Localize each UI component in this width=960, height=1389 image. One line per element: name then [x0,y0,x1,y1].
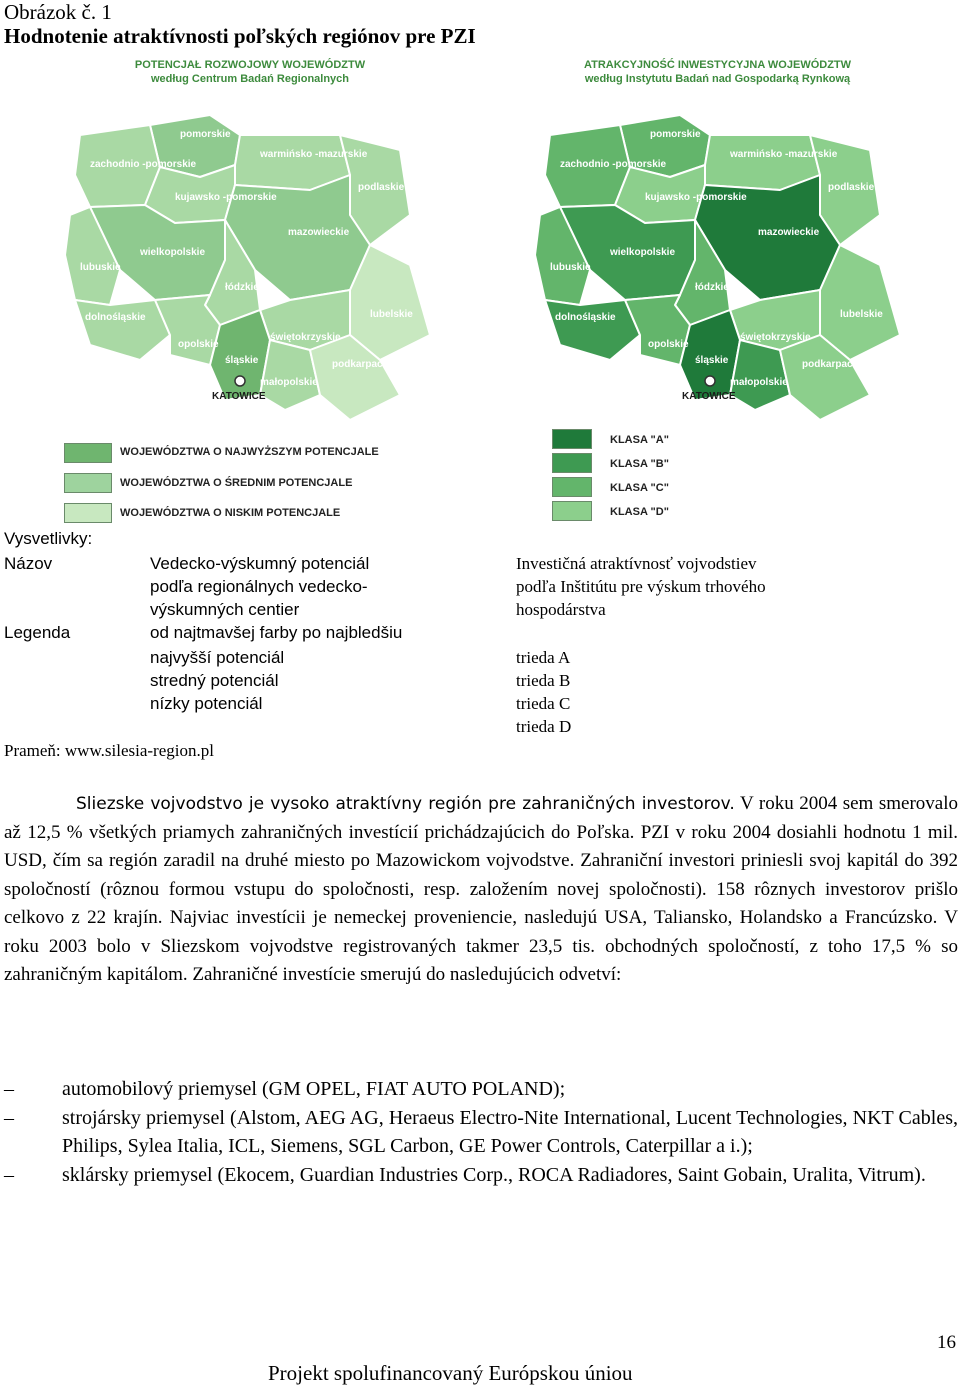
right-label-slaskie: śląskie [695,355,729,366]
left-label-swietokrzyskie: świętokrzyskie [270,332,341,343]
paragraph-rest: V roku 2004 sem smerovalo až 12,5 % všetkých priamych zahraničných investícií prichádzajúcich do Poľska. PZI v roku 2004 dosiahli hodnotu 1 mil. USD, čím sa región zaradil na druhé miesto po Mazowickom vojvodstve. Zahraniční investori priniesli svoj kapitál do 392 spoločností (rôznou formou vstupu do spoločnosti, resp. založením novej spoločnosti). 158 rôznych investorov prišlo celkovo z 22 krajín. Najviac investícii je nemeckej proveniencie, nasledujú USA, Taliansko, Holandsko a Francúzsko. V roku 2003 bolo v Sliezskom vojvodstve registrovaných takmer 23,5 tis. obchodných spoločností, z toho 17,5 % so zahraničným kapitálom. Zahraničné investície smerujú do nasledujúcich odvetví: [4,793,958,985]
right-map-header-line1: ATRAKCYJNOŚĆ INWESTYCYJNA WOJEWÓDZTW [583,59,852,71]
right-map-header [535,58,900,86]
right-name-line1: Investičná atraktívnosť vojvodstiev [516,554,757,573]
explanations-name-label: Názov [4,554,53,573]
left-legend-medium-desc: stredný potenciál [150,671,279,690]
left-map-header-line1: POTENCJAŁ ROZWOJOWY WOJEWÓDZTW [134,59,366,71]
list-item [4,1075,958,1104]
right-label-lodzkie: łódzkie [695,282,729,293]
explanations-heading: Vysvetlivky: [4,529,93,548]
figure-caption: Obrázok č. 1 [4,0,112,24]
right-label-mazowieckie: mazowieckie [758,227,820,238]
right-label-kujawsko: kujawsko -pomorskie [645,192,747,203]
list-dash: – [4,1163,14,1186]
left-map [60,95,455,435]
right-city-label: KATOWICE [682,391,736,402]
right-label-warminsko: warmińsko -mazurskie [730,149,838,160]
body-paragraph [4,790,958,990]
list-dash: – [4,1078,14,1100]
right-legend-b-desc: trieda B [516,671,571,690]
right-map-header-line2: według Instytutu Badań nad Gospodarką Rynkową [584,73,851,85]
left-legend-high-desc: najvyšší potenciál [150,648,285,667]
left-legend-swatch-medium [64,473,112,493]
left-label-wielkopolskie: wielkopolskie [140,247,206,258]
left-legend-swatch-low [64,503,112,523]
left-legend-label-medium: WOJEWÓDZTWA O ŚREDNIM POTENCJALE [120,477,353,489]
left-label-slaskie: śląskie [225,355,259,366]
page-footer: Projekt spolufinancovaný Európskou úniou [268,1361,633,1385]
right-label-swietokrzyskie: świętokrzyskie [740,332,811,343]
left-name-line1: Vedecko-výskumný potenciál [150,554,370,573]
right-legend-label-c: KLASA "C" [610,482,669,494]
left-legend-label-high: WOJEWÓDZTWA O NAJWYŻSZYM POTENCJALE [120,446,379,458]
figure-title: Hodnotenie atraktívnosti poľských regiónov pre PZI [4,24,476,48]
right-legend-label-b: KLASA "B" [610,458,669,470]
right-legend-label-d: KLASA "D" [610,506,669,518]
left-legend-swatch-high [64,443,112,463]
list-item [4,1161,958,1190]
right-legend-c-desc: trieda C [516,694,571,713]
left-label-mazowieckie: mazowieckie [288,227,350,238]
right-label-dolnoslaskie: dolnośląskie [555,312,616,323]
left-label-lubelskie: lubelskie [370,309,413,320]
left-label-podlaskie: podlaskie [358,182,405,193]
left-label-pomorskie: pomorskie [180,129,231,140]
left-city-label: KATOWICE [212,391,266,402]
right-label-zachodniopomorskie: zachodnio -pomorskie [560,159,667,170]
right-map [530,95,925,435]
list-item-text: automobilový priemysel (GM OPEL, FIAT AUTO POLAND); [62,1078,566,1100]
right-legend-a-desc: trieda A [516,648,571,667]
page-number: 16 [937,1332,956,1353]
right-label-malopolskie: małopolskie [730,377,788,388]
left-label-malopolskie: małopolskie [260,377,318,388]
left-label-warminsko: warmińsko -mazurskie [260,149,368,160]
right-label-lubelskie: lubelskie [840,309,883,320]
left-legend-label-low: WOJEWÓDZTWA O NISKIM POTENCJALE [120,507,341,519]
right-region-dolnoslaskie [545,300,640,360]
left-label-podkarpackie: podkarpackie [332,359,397,370]
right-name-line2: podľa Inštitútu pre výskum trhového [516,577,766,596]
list-dash: – [4,1106,14,1129]
right-label-lubuskie: lubuskie [550,262,591,273]
list-item-text: sklársky priemysel (Ekocem, Guardian Industries Corp., ROCA Radiadores, Saint Gobain, Uralita, Vitrum). [62,1163,926,1186]
left-label-zachodniopomorskie: zachodnio -pomorskie [90,159,197,170]
explanations-legend-label: Legenda [4,623,71,642]
right-label-podkarpackie: podkarpackie [802,359,867,370]
right-legend-swatch-a [552,429,592,449]
left-label-lubuskie: lubuskie [80,262,121,273]
list-item-text: strojársky priemysel (Alstom, AEG AG, Heraeus Electro-Nite International, Lucent Technologies, NKT Cables, Philips, Sylea Italia, ICL, Siemens, SGL Carbon, GE Power Controls, Caterpillar a i.); [62,1106,958,1157]
right-label-podlaskie: podlaskie [828,182,875,193]
left-legend-desc: od najtmavšej farby po najbledšiu [150,623,403,642]
right-name-line3: hospodárstva [516,600,606,619]
right-label-opolskie: opolskie [648,339,689,350]
left-label-lodzkie: łódzkie [225,282,259,293]
right-legend-swatch-d [552,501,592,521]
left-map-header-line2: według Centrum Badań Regionalnych [150,73,350,85]
left-label-opolskie: opolskie [178,339,219,350]
left-region-lubelskie [350,245,430,360]
right-region-lubelskie [820,245,900,360]
industry-list [4,1075,958,1189]
source-note: Prameň: www.silesia-region.pl [4,741,214,760]
right-city-marker [705,376,715,386]
left-region-dolnoslaskie [75,300,170,360]
list-item [4,1104,958,1161]
left-legend-low-desc: nízky potenciál [150,694,263,713]
left-city-marker [235,376,245,386]
paragraph-sentence1: Sliezske vojvodstvo je vysoko atraktívny región pre zahraničných investorov. [76,794,735,814]
right-label-wielkopolskie: wielkopolskie [610,247,676,258]
right-legend-swatch-b [552,453,592,473]
left-label-dolnoslaskie: dolnośląskie [85,312,146,323]
right-legend-label-a: KLASA "A" [610,434,669,446]
left-map-header [75,58,425,86]
right-legend-swatch-c [552,477,592,497]
right-legend-d-desc: trieda D [516,717,572,736]
left-name-line3: výskumných centier [150,600,300,619]
right-label-pomorskie: pomorskie [650,129,701,140]
left-name-line2: podľa regionálnych vedecko- [150,577,368,596]
left-label-kujawsko: kujawsko -pomorskie [175,192,277,203]
